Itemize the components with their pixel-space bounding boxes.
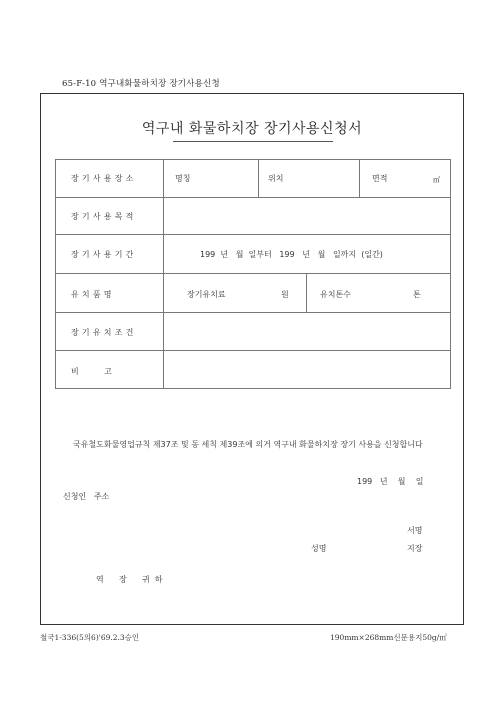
fee-label: 장기유치료 — [187, 290, 226, 299]
label-column-divider — [163, 159, 164, 389]
form-title: 역구내 화물하치장 장기사용신청서 — [141, 121, 363, 137]
signature-label: 서명 — [407, 526, 423, 535]
table-border-bottom — [55, 388, 451, 389]
row-divider — [55, 197, 451, 198]
table-border-top — [55, 159, 451, 160]
place-location-label: 위치 — [268, 174, 284, 183]
footer-paper-spec: 190mm×268mm신문용지50g/㎡ — [330, 633, 447, 642]
area-unit: ㎡ — [433, 176, 440, 184]
row-divider — [55, 234, 451, 235]
tonnage-label: 유치톤수 — [320, 290, 351, 299]
place-label: 장기사용장소 — [71, 174, 137, 183]
application-table — [55, 159, 451, 389]
period-text: 199 년 월 일부터 199 년 월 일까지 (일간) — [200, 250, 383, 259]
form-container — [40, 93, 464, 625]
place-area-label: 면적 — [372, 174, 388, 183]
title-underline — [173, 141, 333, 142]
item-label: 유치품명 — [71, 290, 115, 299]
conditions-label: 장기유치조건 — [71, 328, 137, 337]
remarks-label: 비 고 — [71, 367, 112, 376]
applicant-address-label: 신청인 주소 — [63, 492, 110, 501]
application-statement: 국유철도화물영업규칙 제37조 및 동 세칙 제39조에 의거 역구내 화물하치장 장기 사용을 신청합니다 — [73, 440, 423, 449]
row-divider — [55, 273, 451, 274]
period-label: 장기사용기간 — [71, 250, 137, 259]
application-date: 199 년 월 일 — [357, 477, 424, 486]
applicant-name-label: 성명 — [311, 544, 327, 553]
form-code: 65-F-10 역구내화물하치장 장기사용신청 — [62, 79, 220, 89]
cell-divider — [306, 273, 307, 312]
cell-divider — [359, 159, 360, 197]
row-divider — [55, 350, 451, 351]
row-divider — [55, 312, 451, 313]
place-name-label: 명칭 — [175, 174, 191, 183]
purpose-label: 장기사용목적 — [71, 212, 137, 221]
seal-label: 지장 — [407, 544, 423, 553]
footer-approval: 철국1-336(5의6)'69.2.3승인 — [40, 633, 140, 642]
fee-unit: 원 — [281, 290, 289, 299]
cell-divider — [258, 159, 259, 197]
recipient: 역 장 귀 하 — [96, 575, 163, 584]
table-border-right — [450, 159, 451, 389]
table-border-left — [55, 159, 56, 389]
tonnage-unit: 톤 — [413, 290, 421, 299]
